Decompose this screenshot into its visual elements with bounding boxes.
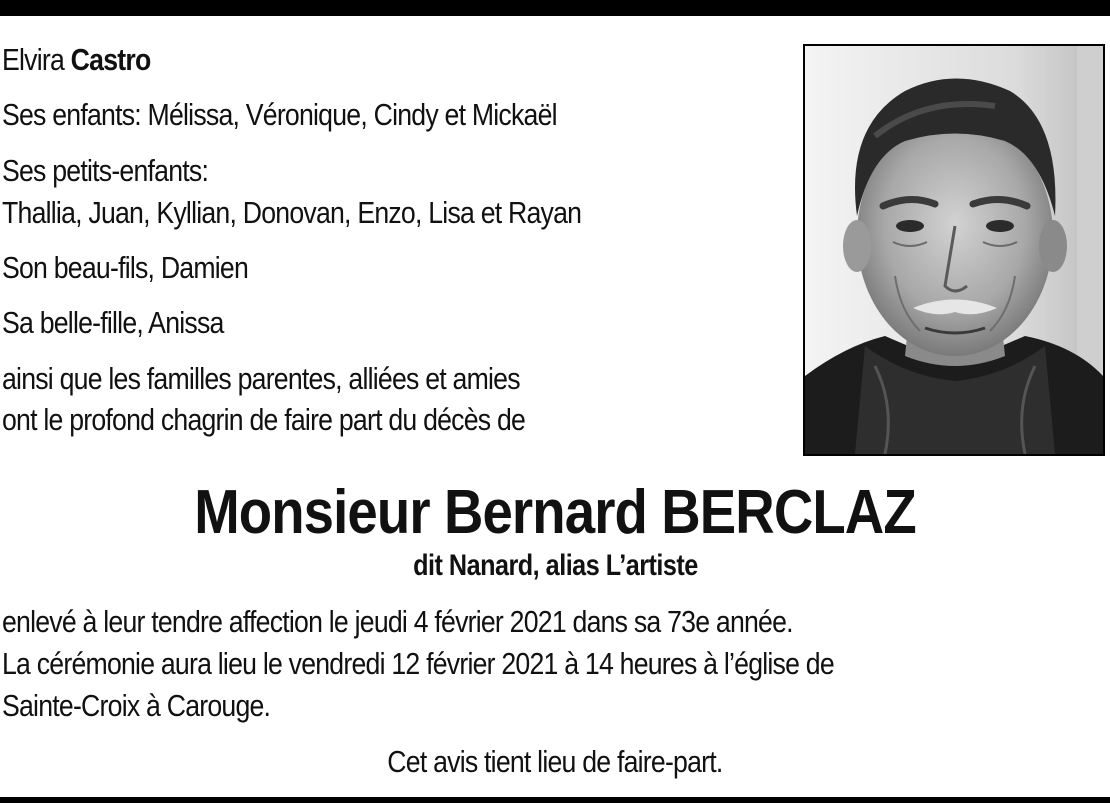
- deceased-name: Monsieur Bernard BERCLAZ: [194, 478, 916, 547]
- deceased-name-block: [0, 478, 1110, 548]
- details-line-3: Sainte-Croix à Carouge.: [2, 688, 271, 723]
- nickname-block: [0, 548, 1110, 584]
- top-border-rule: [0, 0, 1110, 16]
- son-in-law-line: Son beau-fils, Damien: [2, 250, 249, 285]
- grandchildren-line: Thallia, Juan, Kyllian, Donovan, Enzo, Lisa et Rayan: [2, 195, 582, 230]
- widow-last-name: Castro: [70, 42, 151, 77]
- details-line-2: La cérémonie aura lieu le vendredi 12 février 2021 à 14 heures à l’église de: [2, 646, 834, 681]
- deceased-nickname: dit Nanard, alias L’artiste: [412, 549, 698, 582]
- children-line: Ses enfants: Mélissa, Véronique, Cindy et Mickaël: [2, 97, 557, 132]
- grandchildren-heading: Ses petits-enfants:: [2, 153, 209, 188]
- closing-block: [0, 744, 1110, 780]
- widow-line: [2, 42, 150, 78]
- closing-note: Cet avis tient lieu de faire-part.: [387, 744, 723, 779]
- announcement-line-1: ainsi que les familles parentes, alliées et amies: [2, 361, 520, 396]
- announcement-line-2: ont le profond chagrin de faire part du décès de: [2, 402, 526, 437]
- details-line-1: enlevé à leur tendre affection le jeudi 4 février 2021 dans sa 73e année.: [2, 604, 793, 639]
- widow-first-name: Elvira: [2, 42, 65, 77]
- bottom-border-rule: [0, 797, 1110, 803]
- daughter-in-law-line: Sa belle-fille, Anissa: [2, 305, 224, 340]
- portrait-photo: [803, 44, 1105, 456]
